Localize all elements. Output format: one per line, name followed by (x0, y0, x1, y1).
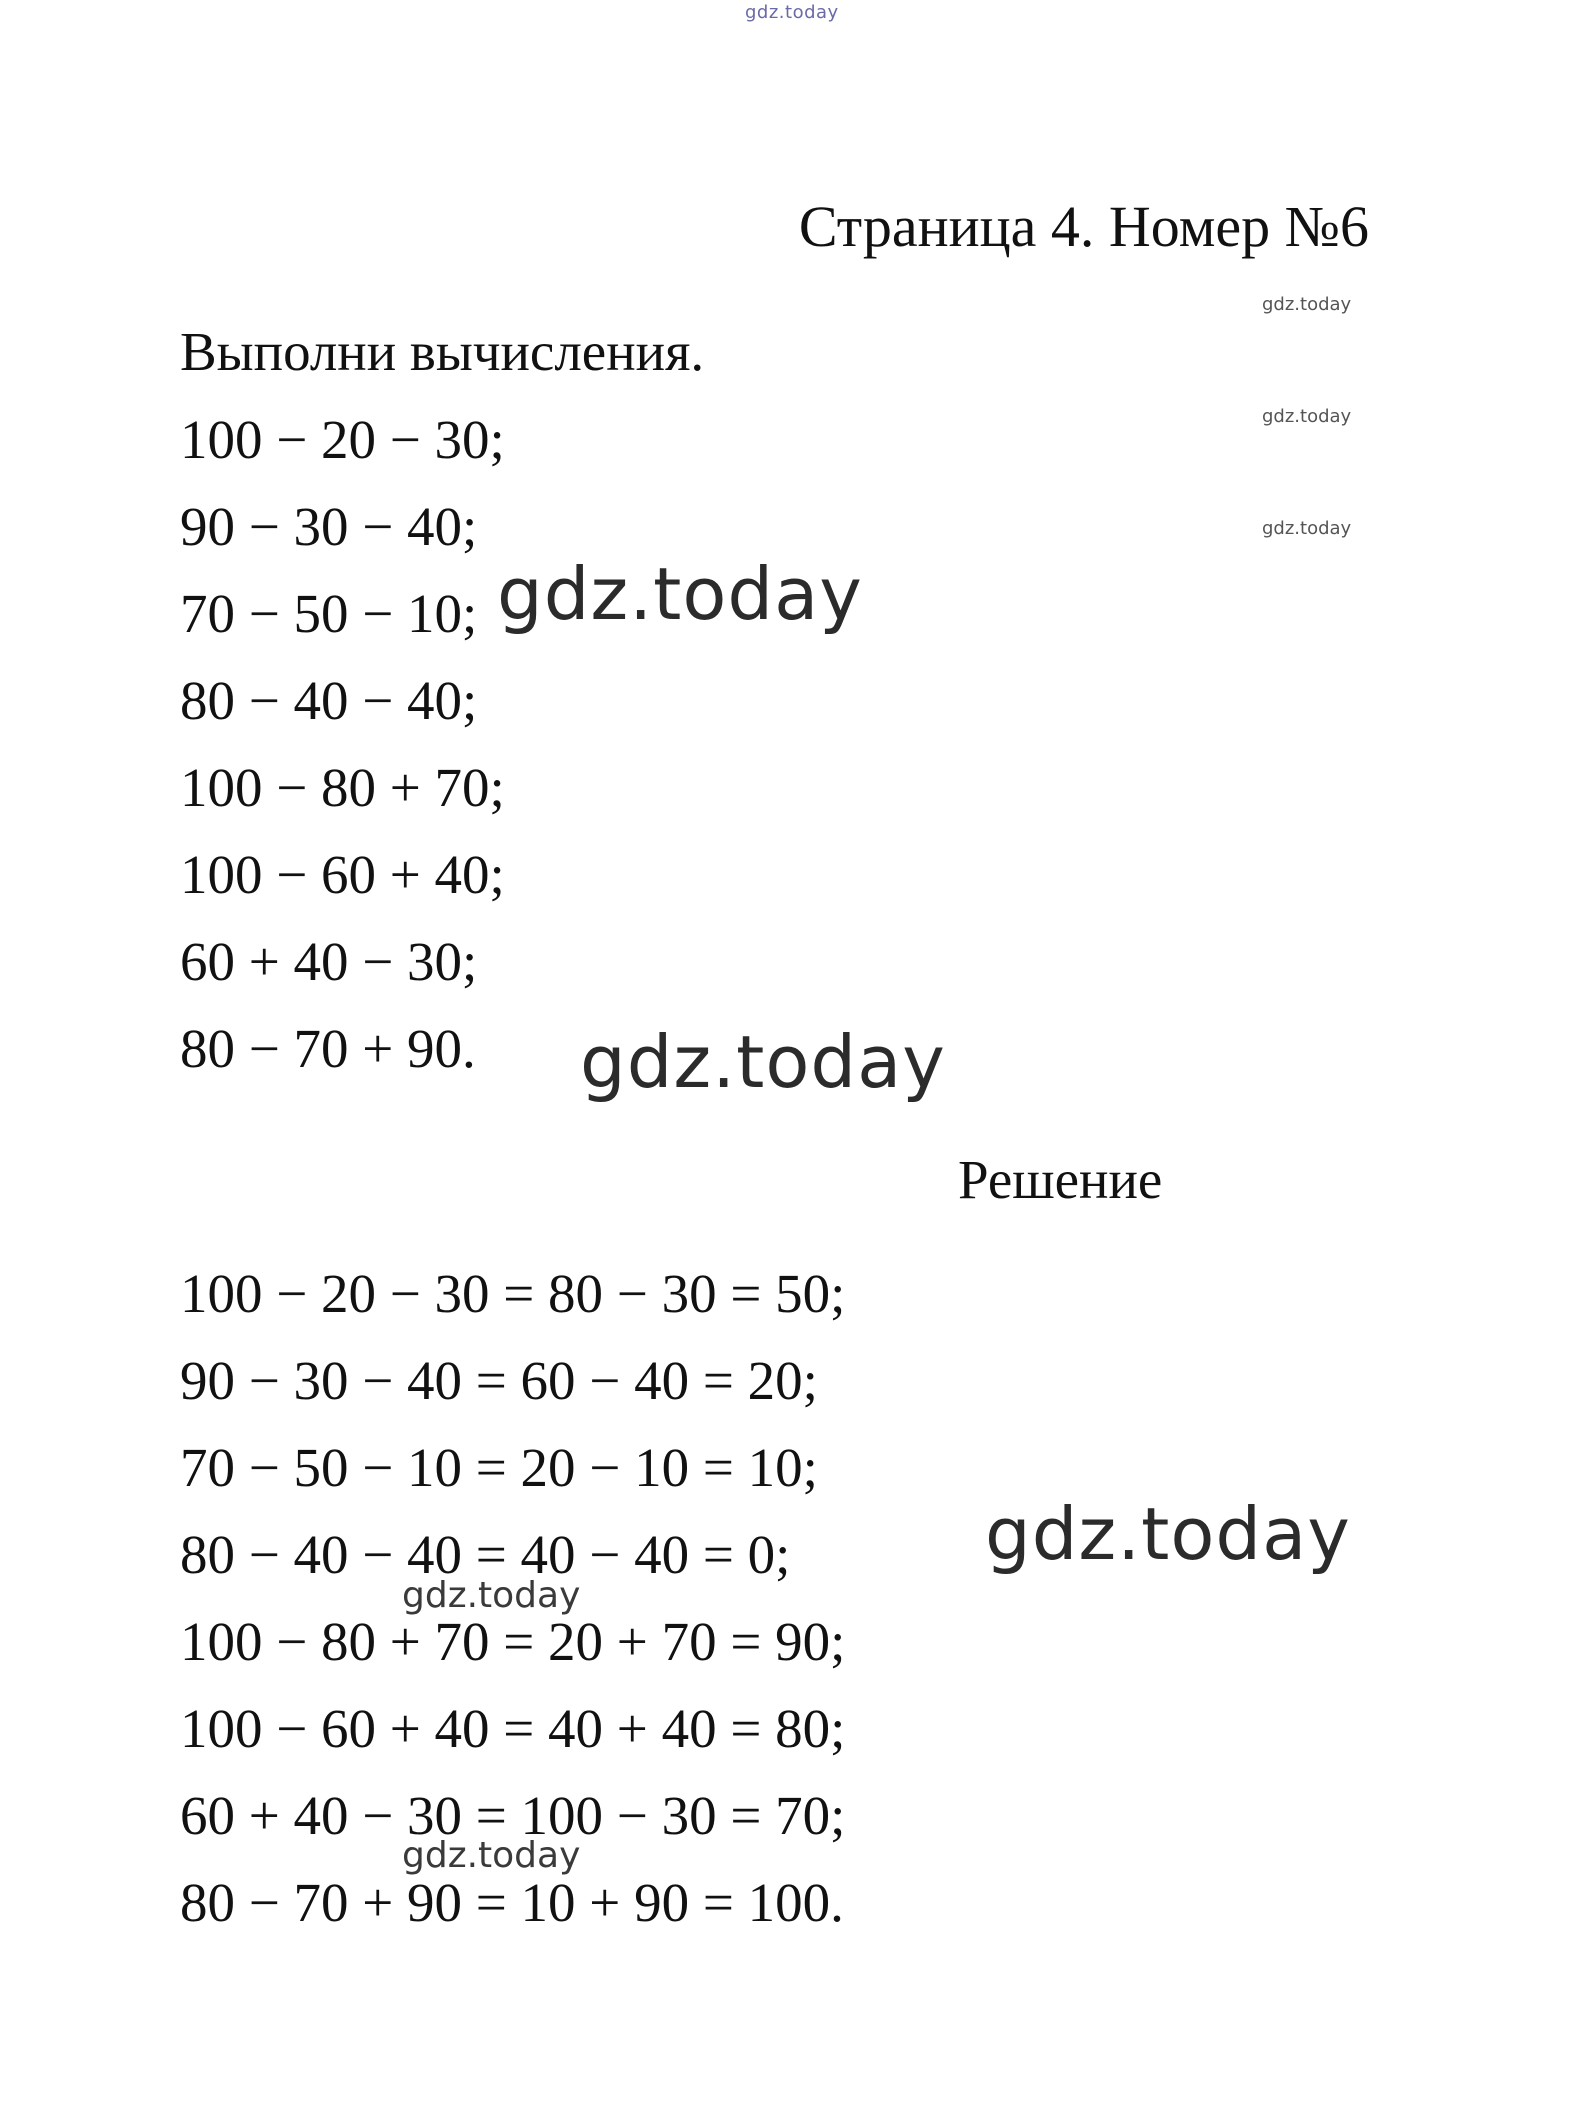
solution-line: 70 − 50 − 10 = 20 − 10 = 10; (180, 1437, 818, 1498)
watermark-large: gdz.today (497, 552, 863, 636)
task-expression: 80 − 70 + 90. (180, 1018, 476, 1079)
task-expression: 100 − 60 + 40; (180, 844, 505, 905)
task-heading: Выполни вычисления. (180, 321, 705, 382)
solution-line: 80 − 40 − 40 = 40 − 40 = 0; (180, 1524, 791, 1585)
solution-line: 90 − 30 − 40 = 60 − 40 = 20; (180, 1350, 818, 1411)
task-expression: 70 − 50 − 10; (180, 583, 478, 644)
task-expression: 60 + 40 − 30; (180, 931, 478, 992)
watermark-large: gdz.today (580, 1020, 946, 1104)
watermark-small: gdz.today (1262, 294, 1352, 315)
watermark-small: gdz.today (1262, 406, 1352, 427)
watermark-small: gdz.today (1262, 518, 1352, 539)
task-expression: 90 − 30 − 40; (180, 496, 478, 557)
solution-line: 100 − 80 + 70 = 20 + 70 = 90; (180, 1611, 846, 1672)
solution-line: 100 − 60 + 40 = 40 + 40 = 80; (180, 1698, 846, 1759)
task-expression: 100 − 20 − 30; (180, 409, 505, 470)
solution-heading: Решение (958, 1149, 1163, 1210)
solution-line: 80 − 70 + 90 = 10 + 90 = 100. (180, 1872, 844, 1933)
solution-line: 100 − 20 − 30 = 80 − 30 = 50; (180, 1263, 846, 1324)
watermark-mid: gdz.today (402, 1575, 581, 1616)
watermark-mid: gdz.today (402, 1835, 581, 1876)
task-expression: 80 − 40 − 40; (180, 670, 478, 731)
top-watermark: gdz.today (745, 2, 839, 23)
watermark-large: gdz.today (985, 1492, 1351, 1576)
task-expression: 100 − 80 + 70; (180, 757, 505, 818)
page-title: Страница 4. Номер №6 (798, 194, 1369, 259)
solution-line: 60 + 40 − 30 = 100 − 30 = 70; (180, 1785, 846, 1846)
